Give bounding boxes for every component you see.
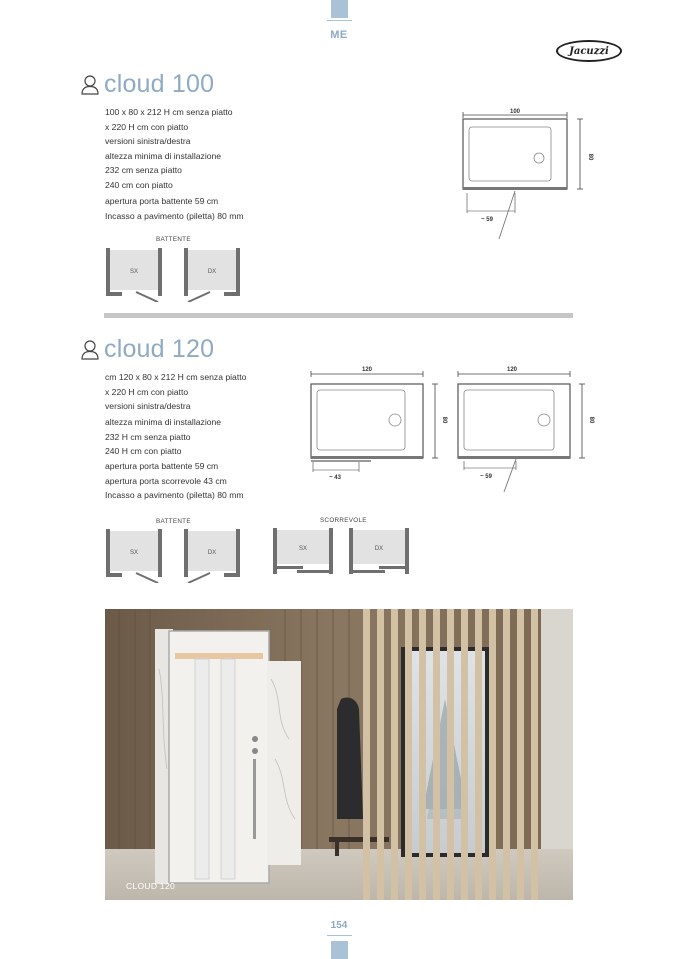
plan-diagram-cloud-120-sliding: [303, 362, 453, 492]
plan-diagram-cloud-120-hinged: [450, 362, 600, 492]
door-diagram-dx: [184, 248, 240, 302]
spec-line: x 220 H cm con piatto: [105, 121, 189, 132]
product-title-cloud-100: [80, 70, 214, 99]
product-title-cloud-120: [80, 335, 214, 364]
door-label: DX: [207, 550, 217, 556]
depth-label: 80: [587, 153, 593, 161]
spec-line: 232 H cm senza piatto: [105, 431, 191, 442]
spec-line: altezza minima di installazione: [105, 150, 222, 161]
logo-text: Jacuzzi: [569, 45, 609, 57]
person-outline-icon: [80, 74, 100, 96]
product-name: cloud 100: [104, 70, 215, 98]
product-name: cloud 120: [104, 335, 215, 363]
spec-list-cloud-100: [105, 105, 244, 223]
door-caption-battente: BATTENTE: [156, 236, 191, 243]
door-label: SX: [298, 546, 308, 552]
door-opening-label: ~ 59: [481, 217, 493, 223]
spec-line: 240 H cm con piatto: [105, 446, 182, 457]
door-diagram-dx: [184, 529, 240, 583]
depth-label: 80: [588, 416, 594, 424]
person-outline-icon: [80, 339, 100, 361]
jacuzzi-logo: [556, 40, 622, 62]
spec-line: versioni sinistra/destra: [105, 401, 191, 412]
section-tab-divider: [327, 20, 352, 21]
door-label: SX: [129, 550, 139, 556]
width-label: 120: [506, 367, 518, 373]
spec-line: Incasso a pavimento (piletta) 80 mm: [105, 210, 244, 221]
page-number: 154: [330, 920, 348, 931]
plan-diagram-cloud-100: [455, 105, 605, 245]
spec-line: 100 x 80 x 212 H cm senza piatto: [105, 107, 233, 117]
section-tab-top: [331, 0, 348, 18]
spec-line: altezza minima di installazione: [105, 417, 222, 428]
sliding-door-diagram-dx: [349, 528, 409, 576]
section-divider: [104, 313, 573, 318]
spec-line: apertura porta scorrevole 43 cm: [105, 475, 227, 486]
spec-line: 232 cm senza piatto: [105, 165, 182, 176]
door-diagram-sx: [106, 529, 162, 583]
spec-line: versioni sinistra/destra: [105, 136, 191, 147]
section-tab-divider-bottom: [327, 935, 352, 936]
width-label: 100: [509, 109, 521, 115]
spec-line: apertura porta battente 59 cm: [105, 461, 219, 472]
depth-label: 80: [441, 416, 447, 424]
door-opening-label: ~ 59: [480, 474, 492, 480]
sliding-door-diagram-sx: [273, 528, 333, 576]
spec-line: apertura porta battente 59 cm: [105, 196, 219, 207]
section-tab-bottom: [331, 941, 348, 959]
door-diagram-sx: [106, 248, 162, 302]
photo-caption: CLOUD 120: [126, 881, 175, 891]
door-caption-scorrevole: SCORREVOLE: [320, 517, 367, 524]
door-caption-battente: BATTENTE: [156, 518, 191, 525]
spec-line: x 220 H cm con piatto: [105, 386, 189, 397]
door-label: SX: [129, 269, 139, 275]
door-label: DX: [207, 269, 217, 275]
product-photo: [105, 609, 573, 900]
spec-line: 240 cm con piatto: [105, 179, 173, 190]
spec-line: Incasso a pavimento (piletta) 80 mm: [105, 490, 244, 501]
width-label: 120: [361, 367, 373, 373]
door-label: DX: [374, 546, 384, 552]
spec-list-cloud-120: [105, 370, 246, 503]
door-opening-label: ~ 43: [329, 475, 341, 481]
section-code: ME: [330, 29, 348, 41]
spec-line: cm 120 x 80 x 212 H cm senza piatto: [105, 372, 247, 382]
